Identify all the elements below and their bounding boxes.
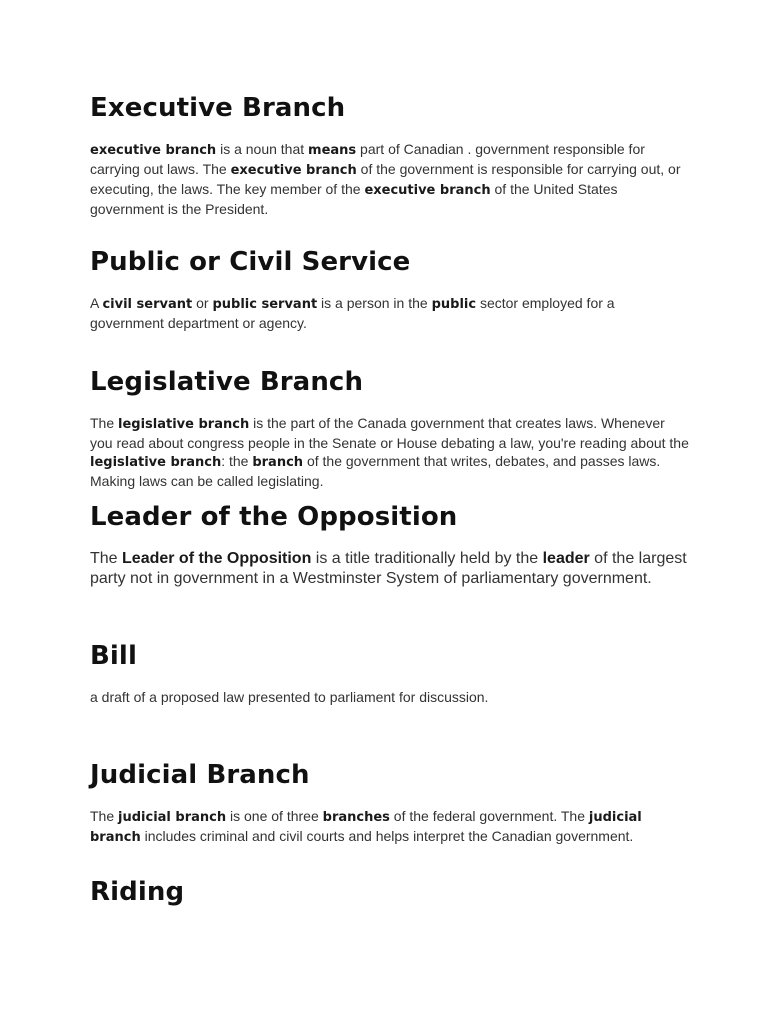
text-run: of the federal government. The [389, 808, 589, 824]
heading-judicial-branch: Judicial Branch [90, 760, 310, 790]
bold-term: public servant [212, 297, 318, 312]
text-run: A [90, 295, 103, 311]
text-run: of the largest party not in government in a Westminster System of parliamentary government. [90, 550, 687, 587]
bold-term: executive branch [364, 183, 491, 198]
text-run: is a noun that [216, 141, 309, 157]
section-public-civil-service [90, 246, 690, 332]
bold-term: leader [542, 550, 590, 567]
section-riding [90, 876, 690, 908]
bold-term: branches [322, 810, 390, 825]
bold-term: branch [252, 455, 304, 470]
heading-bill: Bill [90, 641, 137, 671]
heading-public-civil-service: Public or Civil Service [90, 247, 411, 277]
text-run: sector employed for a government department or agency. [90, 295, 615, 331]
text-run: of the government that writes, debates, and passes laws. Making laws can be called legislating. [90, 453, 661, 489]
heading-legislative-branch: Legislative Branch [90, 367, 364, 397]
text-run: a draft of a proposed law presented to parliament for discussion. [90, 689, 489, 705]
definition-bill [90, 688, 690, 706]
text-run: is a person in the [317, 295, 432, 311]
heading-executive-branch: Executive Branch [90, 93, 346, 123]
text-run: of the government is responsible for carrying out, or executing, the laws. The key member of the [90, 161, 681, 197]
text-run: is the part of the Canada government that creates laws. Whenever you read about congress people in the Senate or House debating a law, you're reading about the [90, 415, 689, 451]
bold-term: judicial branch [90, 810, 642, 845]
text-run: The [90, 808, 119, 824]
bold-term: judicial branch [118, 810, 227, 825]
heading-leader-opposition: Leader of the Opposition [90, 502, 458, 532]
section-leader-opposition [90, 501, 690, 589]
bold-term: executive branch [230, 163, 357, 178]
section-judicial-branch [90, 759, 690, 847]
text-run: part of Canadian . government responsible for carrying out laws. The [90, 141, 645, 177]
text-run: includes criminal and civil courts and helps interpret the Canadian government. [140, 828, 634, 844]
bold-term: legislative branch [118, 417, 250, 432]
text-run: The [90, 550, 123, 567]
definition-executive-branch [90, 140, 690, 218]
bold-term: civil servant [102, 297, 193, 312]
section-bill [90, 640, 690, 706]
definition-legislative-branch [90, 414, 690, 490]
heading-riding: Riding [90, 877, 185, 907]
text-run: : the [221, 453, 253, 469]
text-run: is a title traditionally held by the [311, 550, 543, 567]
bold-term: executive branch [90, 143, 217, 158]
definition-judicial-branch [90, 807, 690, 847]
text-run: or [192, 295, 213, 311]
text-run: of the United States government is the President. [90, 181, 618, 217]
bold-term: Leader of the Opposition [122, 550, 312, 567]
bold-term: public [431, 297, 477, 312]
section-executive-branch [90, 92, 690, 218]
bold-term: means [308, 143, 357, 158]
bold-term: legislative branch [90, 455, 222, 470]
definition-leader-opposition [90, 549, 690, 589]
definition-public-civil-service [90, 294, 690, 332]
section-legislative-branch [90, 366, 690, 490]
text-run: is one of three [226, 808, 323, 824]
text-run: The [90, 415, 119, 431]
